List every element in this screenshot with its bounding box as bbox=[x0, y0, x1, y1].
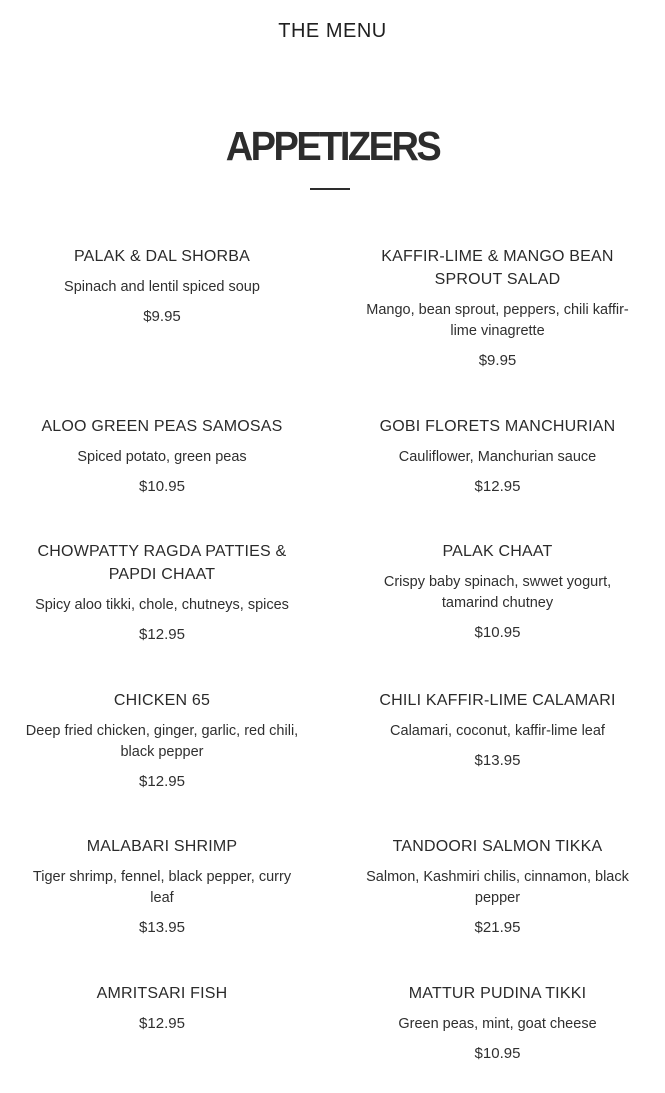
page-title: THE MENU bbox=[278, 20, 387, 42]
item-description: Calamari, coconut, kaffir-lime leaf bbox=[390, 723, 605, 739]
menu-item-malabari-shrimp bbox=[22, 835, 302, 938]
menu-item-kaffir-lime-mango-salad bbox=[360, 245, 635, 371]
menu-item-chowpatty-chaat bbox=[22, 540, 302, 645]
item-description: Salmon, Kashmiri chilis, cinnamon, black pepper bbox=[366, 869, 629, 906]
item-name: CHOWPATTY RAGDA PATTIES & PAPDI CHAAT bbox=[37, 543, 287, 583]
item-description: Spiced potato, green peas bbox=[77, 449, 247, 465]
item-description: Deep fried chicken, ginger, garlic, red chili, black pepper bbox=[25, 723, 299, 760]
item-name: TANDOORI SALMON TIKKA bbox=[392, 838, 603, 855]
menu-item-amritsari-fish bbox=[22, 982, 302, 1034]
item-name: CHILI KAFFIR-LIME CALAMARI bbox=[379, 692, 616, 709]
item-name: ALOO GREEN PEAS SAMOSAS bbox=[41, 418, 283, 435]
item-description: Green peas, mint, goat cheese bbox=[398, 1016, 597, 1032]
item-description: Spinach and lentil spiced soup bbox=[64, 279, 260, 295]
item-name: MALABARI SHRIMP bbox=[86, 838, 238, 855]
item-name: KAFFIR-LIME & MANGO BEAN SPROUT SALAD bbox=[381, 248, 614, 288]
item-price: $9.95 bbox=[478, 352, 517, 369]
item-name: AMRITSARI FISH bbox=[96, 985, 228, 1002]
item-description: Mango, bean sprout, peppers, chili kaffir-lime vinagrette bbox=[366, 302, 629, 339]
item-price: $10.95 bbox=[474, 624, 521, 641]
item-price: $12.95 bbox=[139, 1015, 185, 1032]
item-price: $12.95 bbox=[474, 478, 521, 495]
item-price: $21.95 bbox=[474, 919, 521, 936]
section-divider bbox=[310, 188, 350, 190]
item-price: $9.95 bbox=[143, 308, 181, 325]
menu-item-palak-dal-shorba bbox=[22, 245, 302, 327]
item-description: Crispy baby spinach, swwet yogurt, tamarind chutney bbox=[383, 574, 612, 611]
item-price: $13.95 bbox=[139, 919, 185, 936]
menu-item-chili-calamari bbox=[360, 689, 635, 771]
menu-item-chicken-65 bbox=[22, 689, 302, 792]
item-price: $10.95 bbox=[139, 478, 185, 495]
item-price: $10.95 bbox=[474, 1045, 521, 1062]
item-price: $12.95 bbox=[139, 626, 185, 643]
item-price: $12.95 bbox=[139, 773, 185, 790]
item-name: MATTUR PUDINA TIKKI bbox=[408, 985, 587, 1002]
item-description: Cauliflower, Manchurian sauce bbox=[398, 449, 597, 465]
section-heading: APPETIZERS bbox=[225, 124, 440, 170]
menu-item-tandoori-salmon bbox=[360, 835, 635, 938]
menu-item-palak-chaat bbox=[360, 540, 635, 643]
item-price: $13.95 bbox=[474, 752, 521, 769]
menu-item-aloo-samosas bbox=[22, 415, 302, 497]
menu-item-gobi-manchurian bbox=[360, 415, 635, 497]
item-description: Tiger shrimp, fennel, black pepper, curry leaf bbox=[32, 869, 292, 906]
item-name: CHICKEN 65 bbox=[113, 692, 211, 709]
item-name: GOBI FLORETS MANCHURIAN bbox=[379, 418, 616, 435]
item-name: PALAK & DAL SHORBA bbox=[73, 248, 251, 265]
item-name: PALAK CHAAT bbox=[442, 543, 553, 560]
item-description: Spicy aloo tikki, chole, chutneys, spices bbox=[35, 597, 289, 613]
menu-item-mattur-pudina-tikki bbox=[360, 982, 635, 1064]
